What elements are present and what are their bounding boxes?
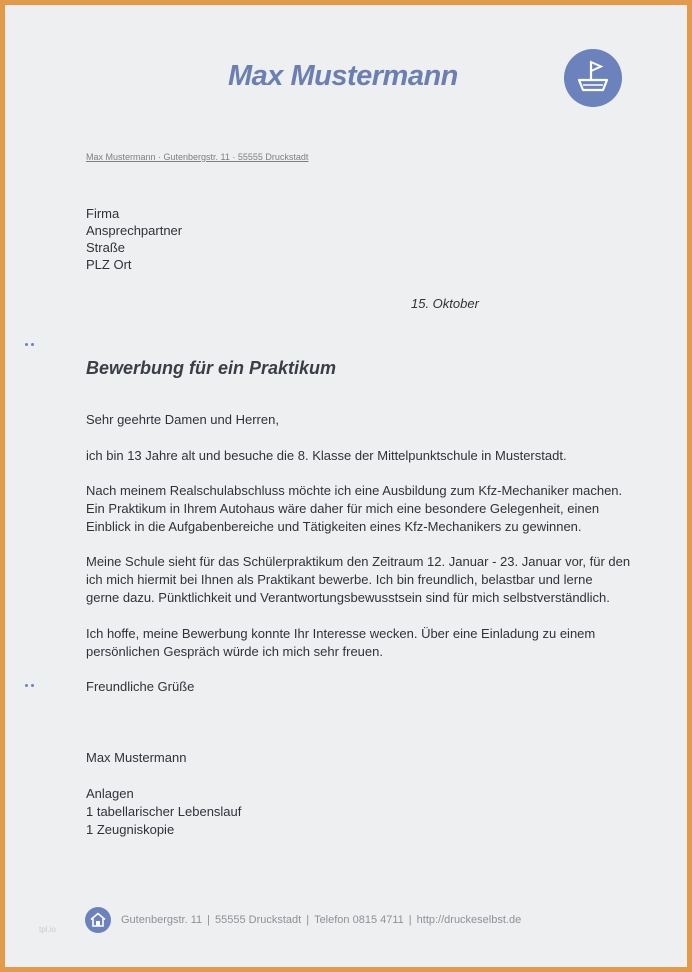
- letter-subject: Bewerbung für ein Praktikum: [86, 358, 337, 378]
- recipient-company: Firma: [86, 206, 120, 221]
- footer-separator: |: [306, 914, 310, 926]
- recipient-city: PLZ Ort: [86, 257, 132, 272]
- home-icon: [85, 907, 111, 933]
- footer-city: 55555 Druckstadt: [214, 914, 302, 926]
- attachments: [86, 785, 646, 839]
- paragraph-line: Einblick in die Aufgabenbereiche und Tätigkeiten eines Kfz-Mechanikers zu gewinnen.: [86, 519, 582, 534]
- watermark-text: tpl.io: [39, 925, 56, 934]
- attachment-item: 1 tabellarischer Lebenslauf: [86, 804, 242, 819]
- closing-text: Freundliche Grüße: [86, 679, 195, 694]
- salutation: [86, 411, 646, 429]
- recipient-contact: Ansprechpartner: [86, 223, 183, 238]
- footer-phone: Telefon 0815 4711: [314, 914, 404, 926]
- paragraph-line: ich bin 13 Jahre alt und besuche die 8. Klasse der Mittelpunktschule in Musterstadt.: [86, 448, 567, 463]
- paragraph-line: Meine Schule sieht für das Schülerpraktikum den Zeitraum 12. Januar - 23. Januar vor, für den: [86, 554, 631, 569]
- paragraph-3: [86, 553, 646, 607]
- salutation-text: Sehr geehrte Damen und Herren,: [86, 412, 279, 427]
- paragraph-line: Ich hoffe, meine Bewerbung konnte Ihr Interesse wecken. Über eine Einladung zu einem: [86, 626, 596, 641]
- sender-name: Max Mustermann: [228, 60, 458, 92]
- recipient-address: [86, 205, 182, 273]
- closing: [86, 678, 646, 696]
- paragraph-line: Ein Praktikum in Ihrem Autohaus wäre daher für mich eine besondere Gelegenheit, einen: [86, 501, 600, 516]
- footer-street: Gutenbergstr. 11: [121, 914, 203, 926]
- letter-date: 15. Oktober: [411, 296, 479, 311]
- signature-name: Max Mustermann: [86, 750, 187, 765]
- boat-flag-icon: [564, 49, 622, 107]
- attachments-heading: Anlagen: [86, 786, 134, 801]
- paragraph-line: ich mich hiermit bei Ihnen als Praktikant bewerbe. Ich bin freundlich, belastbar und lerne: [86, 572, 593, 587]
- footer-separator: |: [207, 914, 210, 926]
- paragraph-line: persönlichen Gespräch würde ich mich sehr freuen.: [86, 644, 383, 659]
- attachment-item: 1 Zeugniskopie: [86, 822, 175, 837]
- fold-mark-bottom: [25, 684, 37, 688]
- signature: [86, 749, 646, 767]
- footer-contact: [121, 913, 521, 927]
- fold-mark-top: [25, 343, 37, 347]
- recipient-street: Straße: [86, 240, 126, 255]
- paragraph-1: [86, 447, 646, 465]
- footer-separator: |: [408, 914, 412, 926]
- paragraph-4: [86, 625, 646, 661]
- footer-website-link[interactable]: http://druckeselbst.de: [416, 914, 522, 926]
- paragraph-line: Nach meinem Realschulabschluss möchte ich eine Ausbildung zum Kfz-Mechaniker machen.: [86, 483, 623, 498]
- paragraph-2: [86, 482, 646, 536]
- return-address: Max Mustermann · Gutenbergstr. 11 · 55555 Druckstadt: [86, 152, 309, 162]
- paragraph-line: gerne dazu. Pünktlichkeit und Verantwortungsbewusstsein sind für mich selbstverständlich.: [86, 590, 610, 605]
